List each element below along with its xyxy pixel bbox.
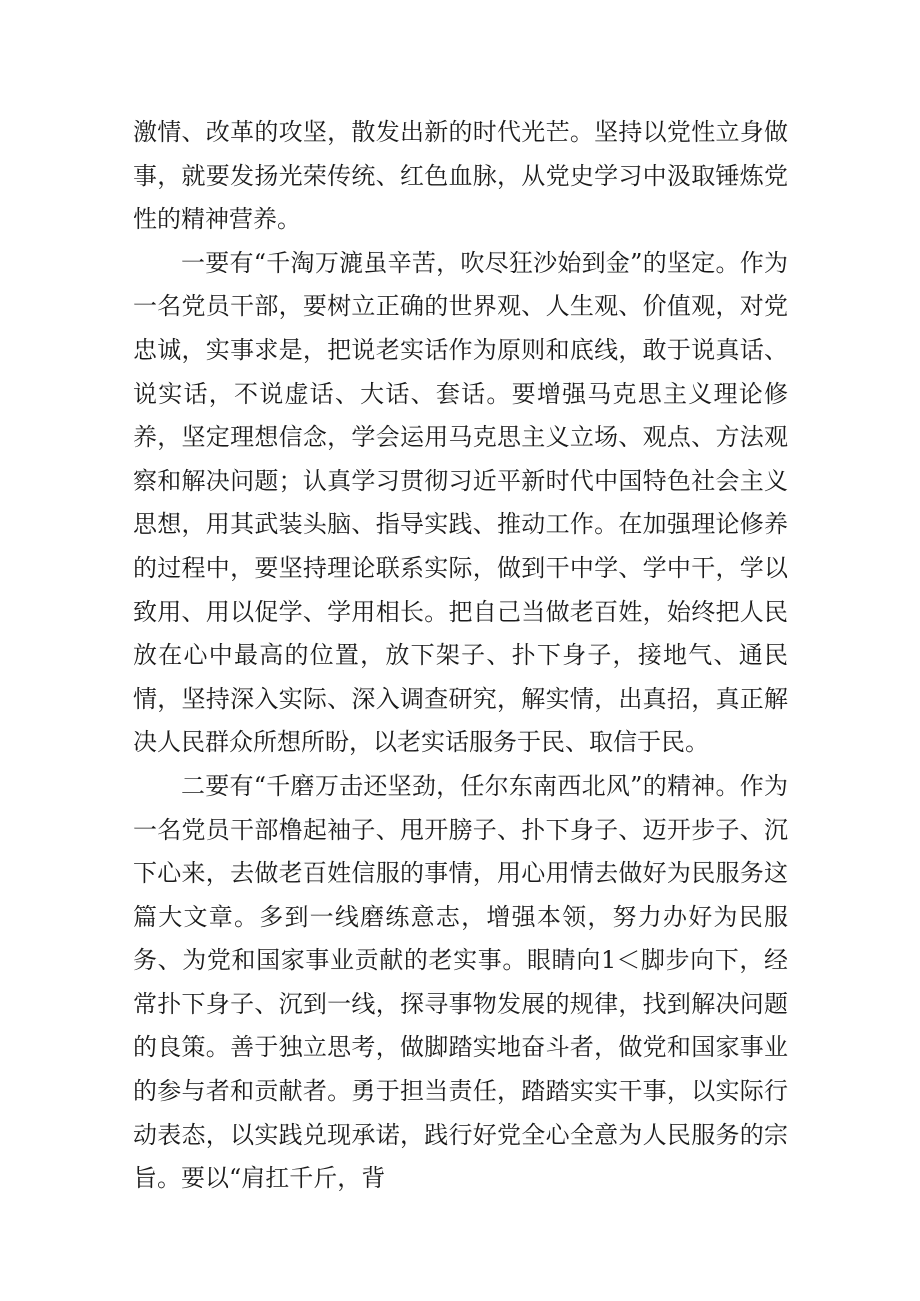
document-body [133,111,788,1201]
paragraph-continuation: 激情、改革的攻坚，散发出新的时代光芒。坚持以党性立身做事，就要发扬光荣传统、红色血脉，从党史学习中汲取锤炼党性的精神营养。 [133,118,788,234]
paragraph-second-point: 二要有“千磨万击还坚劲，任尔东南西北风”的精神。作为一名党员干部橹起袖子、甩开膀子、扑下身子、迈开步子、沉下心来，去做老百姓信服的事情，用心用情去做好为民服务这篇大文章。多到一线磨练意志，增强本领，努力办好为民服务、为党和国家事业贡献的老实事。眼睛向1＜脚步向下，经常扑下身子、沉到一线，探寻事物发展的规律，找到解决问题的良策。善于独立思考，做脚踏实地奋斗者，做党和国家事业的参与者和贡献者。勇于担当责任，踏踏实实干事，以实际行动表态，以实践兑现承诺，践行好党全心全意为人民服务的宗旨。要以“肩扛千斤，背 [133,771,788,1193]
paragraph-first-point: 一要有“千淘万漉虽辛苦，吹尽狂沙始到金”的坚定。作为一名党员干部，要树立正确的世界观、人生观、价值观，对党忠诚，实事求是，把说老实话作为原则和底线，敢于说真话、说实话，不说虚话、大话、套话。要增强马克思主义理论修养，坚定理想信念，学会运用马克思主义立场、观点、方法观察和解决问题；认真学习贯彻习近平新时代中国特色社会主义思想，用其武装头脑、指导实践、推动工作。在加强理论修养的过程中，要坚持理论联系实际，做到干中学、学中干，学以致用、用以促学、学用相长。把自己当做老百姓，始终把人民放在心中最高的位置，放下架子、扑下身子，接地气、通民情，坚持深入实际、深入调查研究，解实情，出真招，真正解决人民群众所想所盼，以老实话服务于民、取信于民。 [133,248,788,757]
